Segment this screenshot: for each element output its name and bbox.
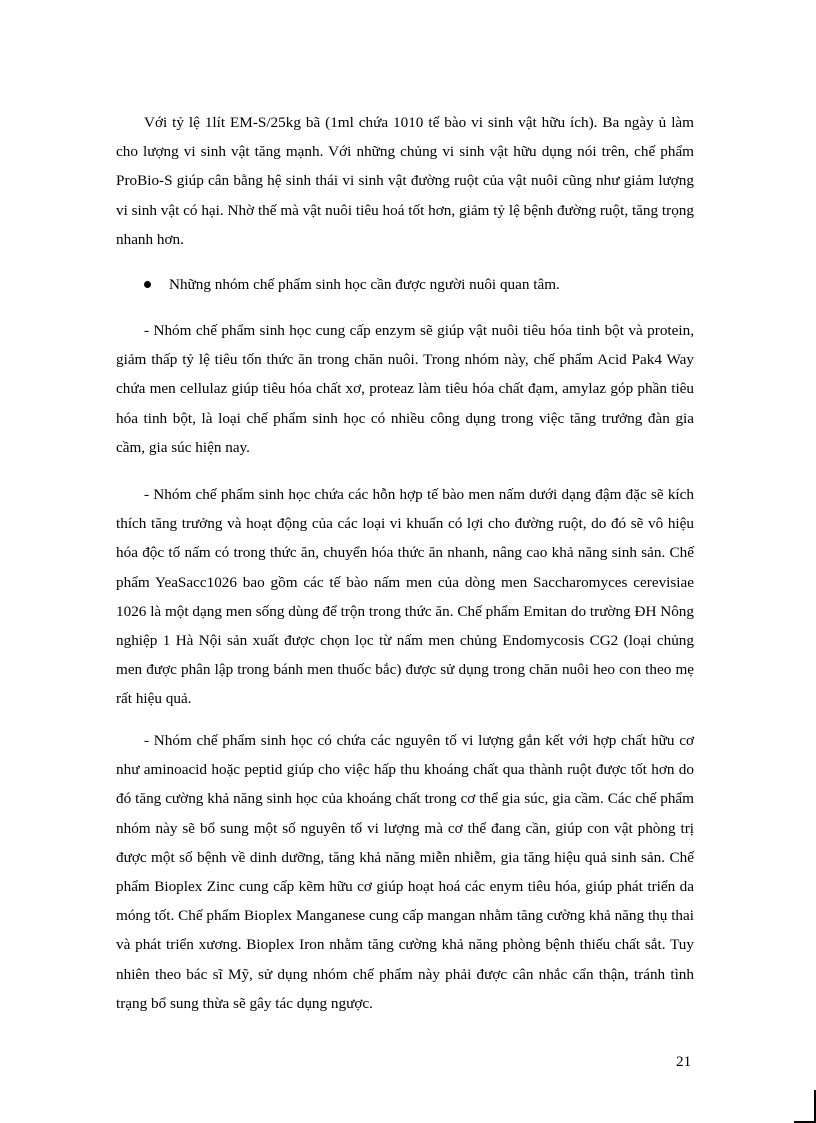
- paragraph-enzyme-group: - Nhóm chế phẩm sinh học cung cấp enzym sẽ giúp vật nuôi tiêu hóa tinh bột và protein, giảm thấp tỷ lệ tiêu tốn thức ăn trong chăn nuôi. Trong nhóm này, chế phẩm Acid Pak4 Way chứa men cellulaz giúp tiêu hóa chất xơ, proteaz làm tiêu hóa chất đạm, amylaz góp phần tiêu hóa tinh bột, là loại chế phẩm sinh học có nhiều công dụng trong việc tăng trưởng đàn gia cầm, gia súc hiện nay.: [116, 322, 694, 456]
- paragraph-yeast-group: - Nhóm chế phẩm sinh học chứa các hỗn hợp tế bào men nấm dưới dạng đậm đặc sẽ kích thích tăng trưởng và hoạt động của các loại vi khuẩn có lợi cho đường ruột, do đó sẽ vô hiệu hóa độc tố nấm có trong thức ăn, chuyển hóa thức ăn nhanh, nâng cao khả năng sinh sản. Chế phẩm YeaSacc1026 bao gồm các tế bào nấm men của dòng men Saccharomyces cerevisiae 1026 là một dạng men sống dùng để trộn trong thức ăn. Chế phẩm Emitan do trường ĐH Nông nghiệp 1 Hà Nội sản xuất được chọn lọc từ nấm men chủng Endomycosis CG2 (loại chủng men được phân lập trong bánh men thuốc bắc) được sử dụng trong chăn nuôi heo con theo mẹ rất hiệu quả.: [116, 486, 694, 708]
- bullet-item: [144, 270, 694, 299]
- paragraph-trace-element-group: - Nhóm chế phẩm sinh học có chứa các nguyên tố vi lượng gắn kết với hợp chất hữu cơ như aminoacid hoặc peptid giúp cho việc hấp thu khoáng chất qua thành ruột được tốt hơn do đó tăng cường khả năng sinh học của khoáng chất trong cơ thể gia súc, gia cầm. Các chế phẩm nhóm này sẽ bổ sung một số nguyên tố vi lượng mà cơ thể đang cần, giúp con vật phòng trị được một số bệnh về dinh dưỡng, tăng khả năng miễn nhiễm, gia tăng hiệu quả sinh sản. Chế phẩm Bioplex Zinc cung cấp kẽm hữu cơ giúp hoạt hoá các enym tiêu hóa, giúp phát triển da móng tốt. Chế phẩm Bioplex Manganese cung cấp mangan nhằm tăng cường khả năng thụ thai và phát triển xương. Bioplex Iron nhằm tăng cường khả năng phòng bệnh thiếu chất sắt. Tuy nhiên theo bác sĩ Mỹ, sử dụng nhóm chế phẩm này phải được cân nhắc cẩn thận, tránh tình trạng bổ sung thừa sẽ gây tác dụng ngược.: [116, 732, 694, 1012]
- bullet-text: Những nhóm chế phẩm sinh học cần được người nuôi quan tâm.: [169, 276, 560, 293]
- paragraph-em-s-probio: Với tỷ lệ 1lít EM-S/25kg bã (1ml chứa 1010 tế bào vi sinh vật hữu ích). Ba ngày ủ làm cho lượng vi sinh vật tăng mạnh. Với những chủng vi sinh vật hữu dụng nói trên, chế phẩm ProBio-S giúp cân bằng hệ sinh thái vi sinh vật đường ruột của vật nuôi cũng như giảm lượng vi sinh vật có hại. Nhờ thế mà vật nuôi tiêu hoá tốt hơn, giảm tỷ lệ bệnh đường ruột, tăng trọng nhanh hơn.: [116, 114, 694, 248]
- page-number: 21: [676, 1053, 692, 1070]
- bullet-dot-icon: [144, 281, 151, 288]
